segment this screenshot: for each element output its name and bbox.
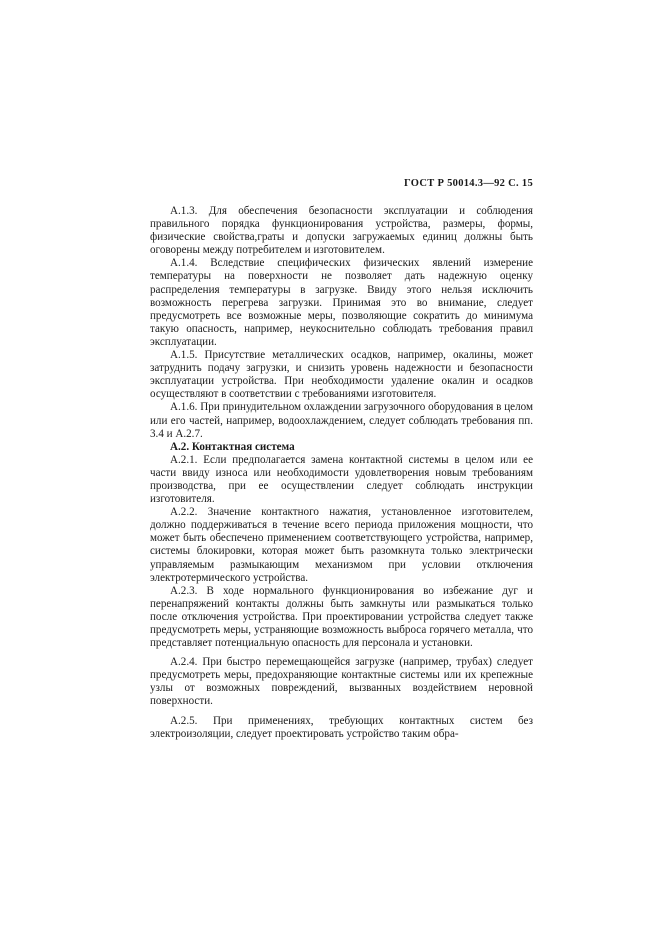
section-heading-a-2: А.2. Контактная система xyxy=(170,440,295,453)
paragraph-a-2-1: А.2.1. Если предполагается замена контактной системы в целом или ее части ввиду износа или необходимости удовлетворения новым требованиям производства, при ее осуществлении следует соблюдать инструкции изготовителя. xyxy=(150,453,533,506)
paragraph-a-2-2: А.2.2. Значение контактного нажатия, установленное изготовителем, должно поддерживаться в течение всего периода приложения мощности, что может быть обеспечено применением соответствующего устройства, например, системы блокировки, которая может быть разомкнута только электрически управляемым размыкающим механизмом при условии отключения электротермического устройства. xyxy=(150,506,533,584)
page-header: ГОСТ Р 50014.3—92 С. 15 xyxy=(404,178,533,189)
paragraph-a-1-3: А.1.3. Для обеспечения безопасности эксплуатации и соблюдения правильного порядка функционирования устройства, размеры, формы, физические свойства,граты и допуски загружаемых единиц должны быть оговорены между потребителем и изготовителем. xyxy=(150,205,533,257)
paragraph-a-2-5: А.2.5. При применениях, требующих контактных систем без электроизоляции, следует проектировать устройство таким обра- xyxy=(150,714,533,740)
document-body xyxy=(150,205,533,741)
paragraph-a-1-6: А.1.6. При принудительном охлаждении загрузочного оборудования в целом или его частей, например, водоохлаждением, следует соблюдать требования пп. 3.4 и А.2.7. xyxy=(150,401,533,440)
paragraph-a-2-4: А.2.4. При быстро перемещающейся загрузке (например, трубах) следует предусмотреть меры, предохраняющие контактные системы или их крепежные узлы от возможных повреждений, вызванных воздействием неровной поверхности. xyxy=(150,656,533,708)
paragraph-a-2-3: А.2.3. В ходе нормального функционирования во избежание дуг и перенапряжений контакты должны быть замкнуты или размыкаться только после отключения устройства. При проектировании устройства следует также предусмотреть меры, устраняющие возможность выброса горячего металла, что представляет потенциальную опасность для персонала и установки. xyxy=(150,584,533,650)
paragraph-a-1-4: А.1.4. Вследствие специфических физических явлений измерение температуры на поверхности не позволяет дать надежную оценку распределения температуры в загрузке. Ввиду этого нельзя исключить возможность перегрева загрузки. Принимая это во внимание, следует предусмотреть все возможные меры, позволяющие сократить до минимума такую опасность, например, неукоснительно соблюдать требования правил эксплуатации. xyxy=(150,257,533,348)
paragraph-a-1-5: А.1.5. Присутствие металлических осадков, например, окалины, может затруднить подачу загрузки, и снизить уровень надежности и безопасности эксплуатации устройства. При необходимости удаление окалин и осадков осуществляют в соответствии с требованиями изготовителя. xyxy=(150,349,533,401)
